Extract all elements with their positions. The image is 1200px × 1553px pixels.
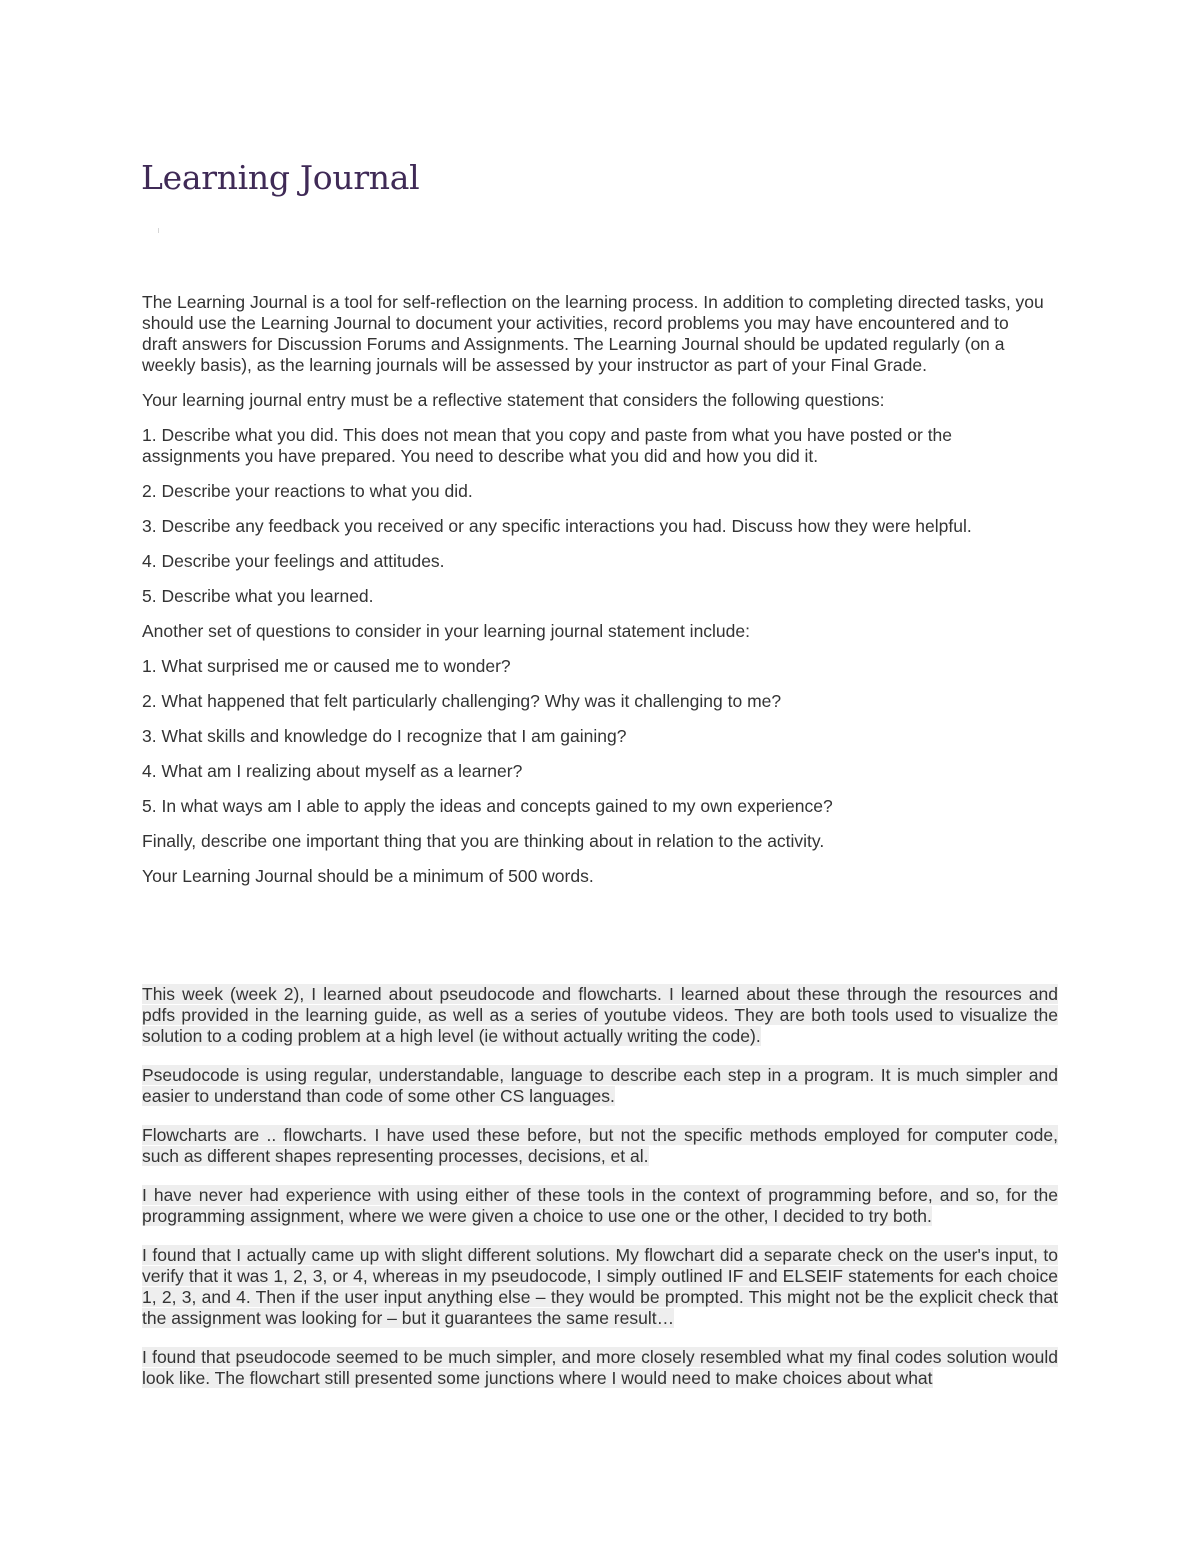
decorative-mark [158, 228, 159, 233]
page-title: Learning Journal [141, 158, 420, 197]
entry-text: I have never had experience with using either of these tools in the context of programming before, and so, for the programming assignment, where we were given a choice to use one or the other, I decided to try both. [142, 1185, 1058, 1226]
entry-text: This week (week 2), I learned about pseudocode and flowcharts. I learned about these through the resources and pdfs provided in the learning guide, as well as a series of youtube videos. They are both tools used to visualize the solution to a coding problem at a high level (ie without actually writing the code). [142, 984, 1058, 1046]
word-count-requirement: Your Learning Journal should be a minimum of 500 words. [142, 866, 594, 886]
entry-text: Flowcharts are .. flowcharts. I have used these before, but not the specific methods employed for computer code, such as different shapes representing processes, decisions, et al. [142, 1125, 1058, 1166]
entry-paragraph [142, 984, 1058, 1047]
intro-paragraph: The Learning Journal is a tool for self-reflection on the learning process. In addition to completing directed tasks, you should use the Learning Journal to document your activities, record problems you may have encountered and to draft answers for Discussion Forums and Assignments. The Learning Journal should be updated regularly (on a weekly basis), as the learning journals will be assessed by your instructor as part of your Final Grade. [142, 292, 1044, 375]
questions-lead: Another set of questions to consider in your learning journal statement include: [142, 621, 750, 641]
entry-paragraph [142, 1065, 1058, 1107]
question-item: 4. Describe your feelings and attitudes. [142, 551, 445, 571]
instructions-section [142, 292, 1047, 901]
question-item: 5. In what ways am I able to apply the ideas and concepts gained to my own experience? [142, 796, 833, 816]
entry-paragraph [142, 1347, 1058, 1389]
entry-paragraph [142, 1245, 1058, 1329]
question-item: 2. Describe your reactions to what you did. [142, 481, 473, 501]
question-item: 3. Describe any feedback you received or any specific interactions you had. Discuss how they were helpful. [142, 516, 972, 536]
questions-lead: Your learning journal entry must be a reflective statement that considers the following questions: [142, 390, 885, 410]
question-item: 1. What surprised me or caused me to wonder? [142, 656, 511, 676]
entry-text: I found that I actually came up with slight different solutions. My flowchart did a separate check on the user's input, to verify that it was 1, 2, 3, or 4, whereas in my pseudocode, I simply outlined IF and ELSEIF statements for each choice 1, 2, 3, and 4. Then if the user input anything else – they would be prompted. This might not be the explicit check that the assignment was looking for – but it guarantees the same result… [142, 1245, 1058, 1328]
question-item: 1. Describe what you did. This does not mean that you copy and paste from what you have posted or the assignments you have prepared. You need to describe what you did and how you did it. [142, 425, 953, 466]
question-item: 4. What am I realizing about myself as a learner? [142, 761, 523, 781]
question-item: 5. Describe what you learned. [142, 586, 374, 606]
question-item: 3. What skills and knowledge do I recognize that I am gaining? [142, 726, 627, 746]
entry-paragraph [142, 1185, 1058, 1227]
entry-paragraph [142, 1125, 1058, 1167]
entry-text: Pseudocode is using regular, understandable, language to describe each step in a program. It is much simpler and easier to understand than code of some other CS languages. [142, 1065, 1058, 1106]
question-item: 2. What happened that felt particularly challenging? Why was it challenging to me? [142, 691, 782, 711]
journal-entry-section [142, 984, 1058, 1407]
closing-instruction: Finally, describe one important thing that you are thinking about in relation to the activity. [142, 831, 825, 851]
entry-text: I found that pseudocode seemed to be much simpler, and more closely resembled what my final codes solution would look like. The flowchart still presented some junctions where I would need to make choices about what [142, 1347, 1058, 1388]
